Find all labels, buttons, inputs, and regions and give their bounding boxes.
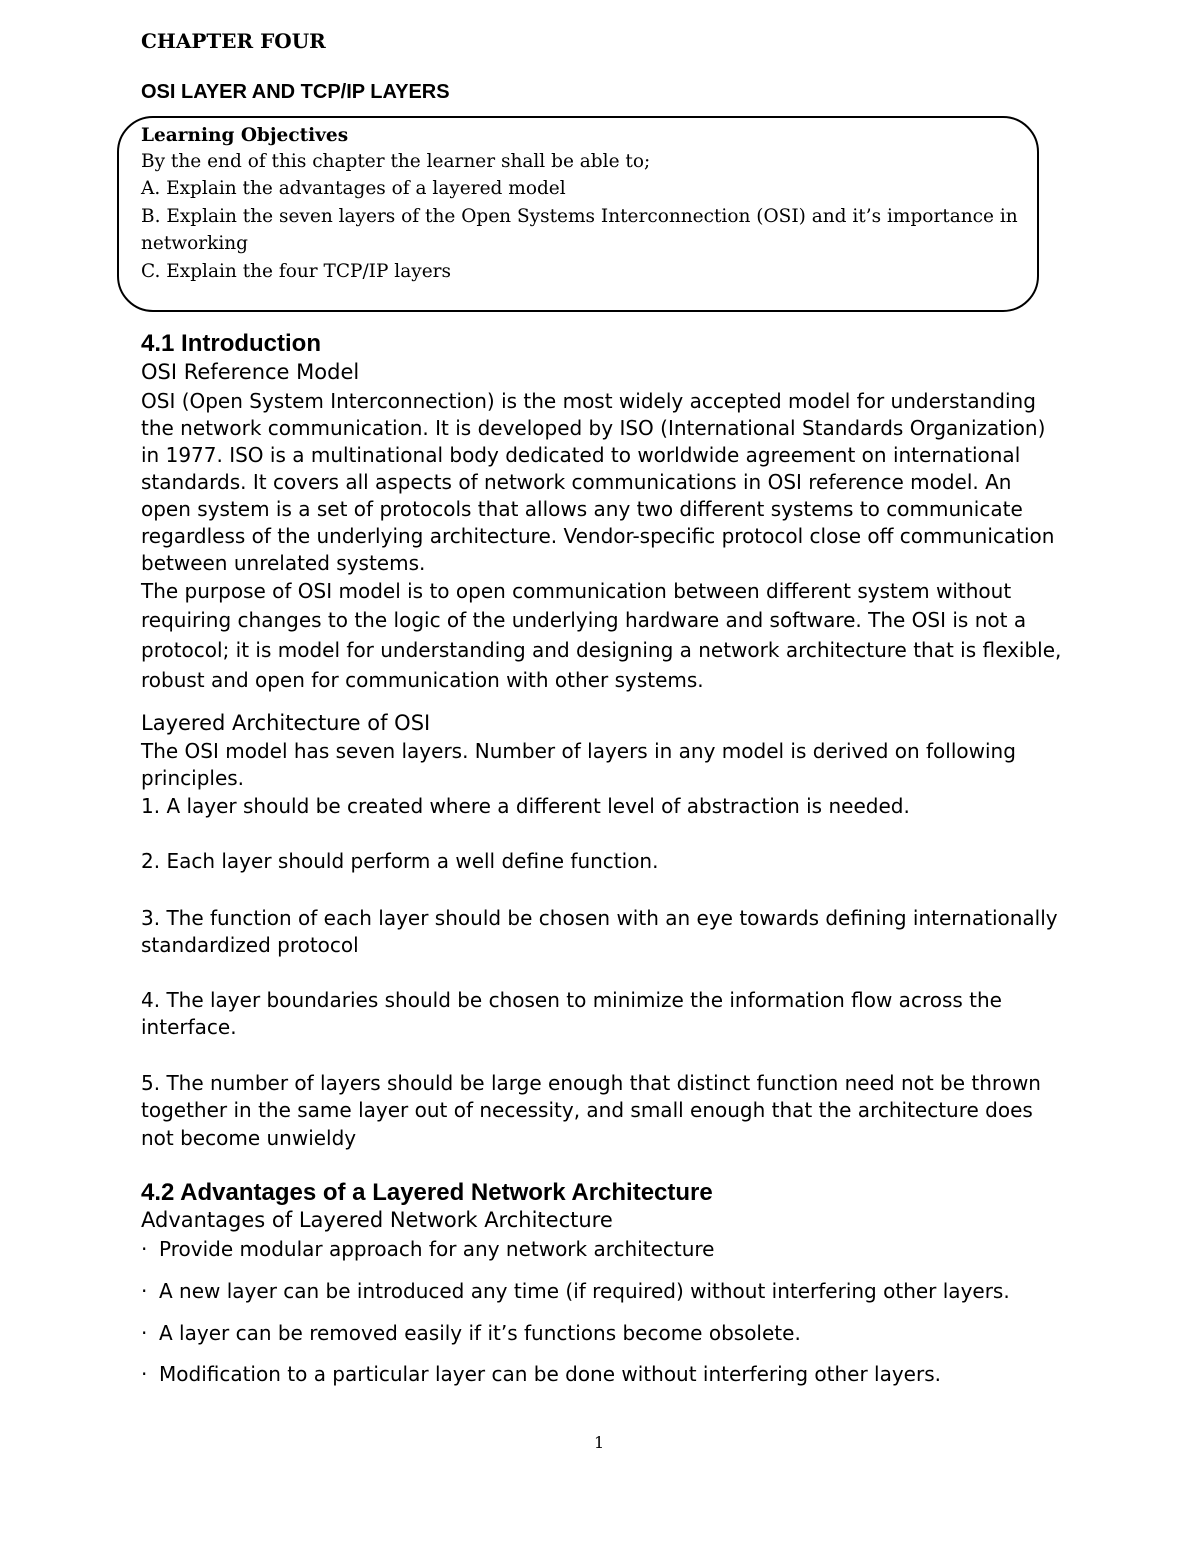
paragraph-line: robust and open for communication with other systems. [141,668,704,692]
objectives-heading: Learning Objectives [141,125,349,146]
bullet-text: Modification to a particular layer can be done without interfering other layers. [159,1362,941,1386]
objective-item: A. Explain the advantages of a layered model [141,178,566,199]
principle-item: 3. The function of each layer should be chosen with an eye towards defining internationally [141,906,1058,930]
bullet-icon: · [141,1237,148,1261]
principle-item: 5. The number of layers should be large enough that distinct function need not be thrown [141,1071,1041,1095]
paragraph-line: in 1977. ISO is a multinational body dedicated to worldwide agreement on international [141,443,1021,467]
principle-item-continued: standardized protocol [141,933,359,957]
chapter-label: CHAPTER FOUR [141,29,326,53]
page-title: OSI LAYER AND TCP/IP LAYERS [141,81,450,103]
paragraph-line: the network communication. It is developed by ISO (International Standards Organization) [141,416,1046,440]
paragraph-line: protocol; it is model for understanding and designing a network architecture that is flexible, [141,638,1062,662]
bullet-text: Provide modular approach for any network architecture [159,1237,715,1261]
objectives-intro: By the end of this chapter the learner shall be able to; [141,151,651,172]
bullet-icon: · [141,1362,148,1386]
paragraph-line: principles. [141,766,245,790]
bullet-item [141,1321,801,1345]
objective-item: B. Explain the seven layers of the Open Systems Interconnection (OSI) and it’s importance in [141,206,1018,227]
objective-item: C. Explain the four TCP/IP layers [141,261,451,282]
bullet-text: A new layer can be introduced any time (if required) without interfering other layers. [159,1279,1010,1303]
paragraph-line: The OSI model has seven layers. Number of layers in any model is derived on following [141,739,1016,763]
paragraph-line: regardless of the underlying architecture. Vendor-specific protocol close off communication [141,524,1055,548]
principle-item: 2. Each layer should perform a well define function. [141,849,659,873]
subheading-osi-reference-model: OSI Reference Model [141,360,360,384]
bullet-icon: · [141,1279,148,1303]
section-heading-introduction: 4.1 Introduction [141,330,321,357]
page-number: 1 [594,1433,605,1452]
principle-item: 4. The layer boundaries should be chosen to minimize the information flow across the [141,988,1002,1012]
paragraph-line: requiring changes to the logic of the underlying hardware and software. The OSI is not a [141,608,1027,632]
paragraph-line: standards. It covers all aspects of network communications in OSI reference model. An [141,470,1012,494]
bullet-item [141,1362,941,1386]
subheading-layered-architecture: Layered Architecture of OSI [141,711,431,735]
bullet-item [141,1279,1010,1303]
principle-item-continued: interface. [141,1015,237,1039]
paragraph-line: OSI (Open System Interconnection) is the most widely accepted model for understanding [141,389,1036,413]
principle-item: 1. A layer should be created where a different level of abstraction is needed. [141,794,910,818]
bullet-text: A layer can be removed easily if it’s functions become obsolete. [159,1321,801,1345]
paragraph-line: The purpose of OSI model is to open communication between different system without [141,579,1012,603]
bullet-icon: · [141,1321,148,1345]
section-heading-advantages: 4.2 Advantages of a Layered Network Architecture [141,1179,713,1206]
bullet-item [141,1237,715,1261]
paragraph-line: open system is a set of protocols that allows any two different systems to communicate [141,497,1023,521]
objective-item: networking [141,233,248,254]
principle-item-continued: not become unwieldy [141,1126,357,1150]
subheading-advantages: Advantages of Layered Network Architecture [141,1208,613,1232]
paragraph-line: between unrelated systems. [141,551,426,575]
principle-item-continued: together in the same layer out of necessity, and small enough that the architecture does [141,1098,1033,1122]
